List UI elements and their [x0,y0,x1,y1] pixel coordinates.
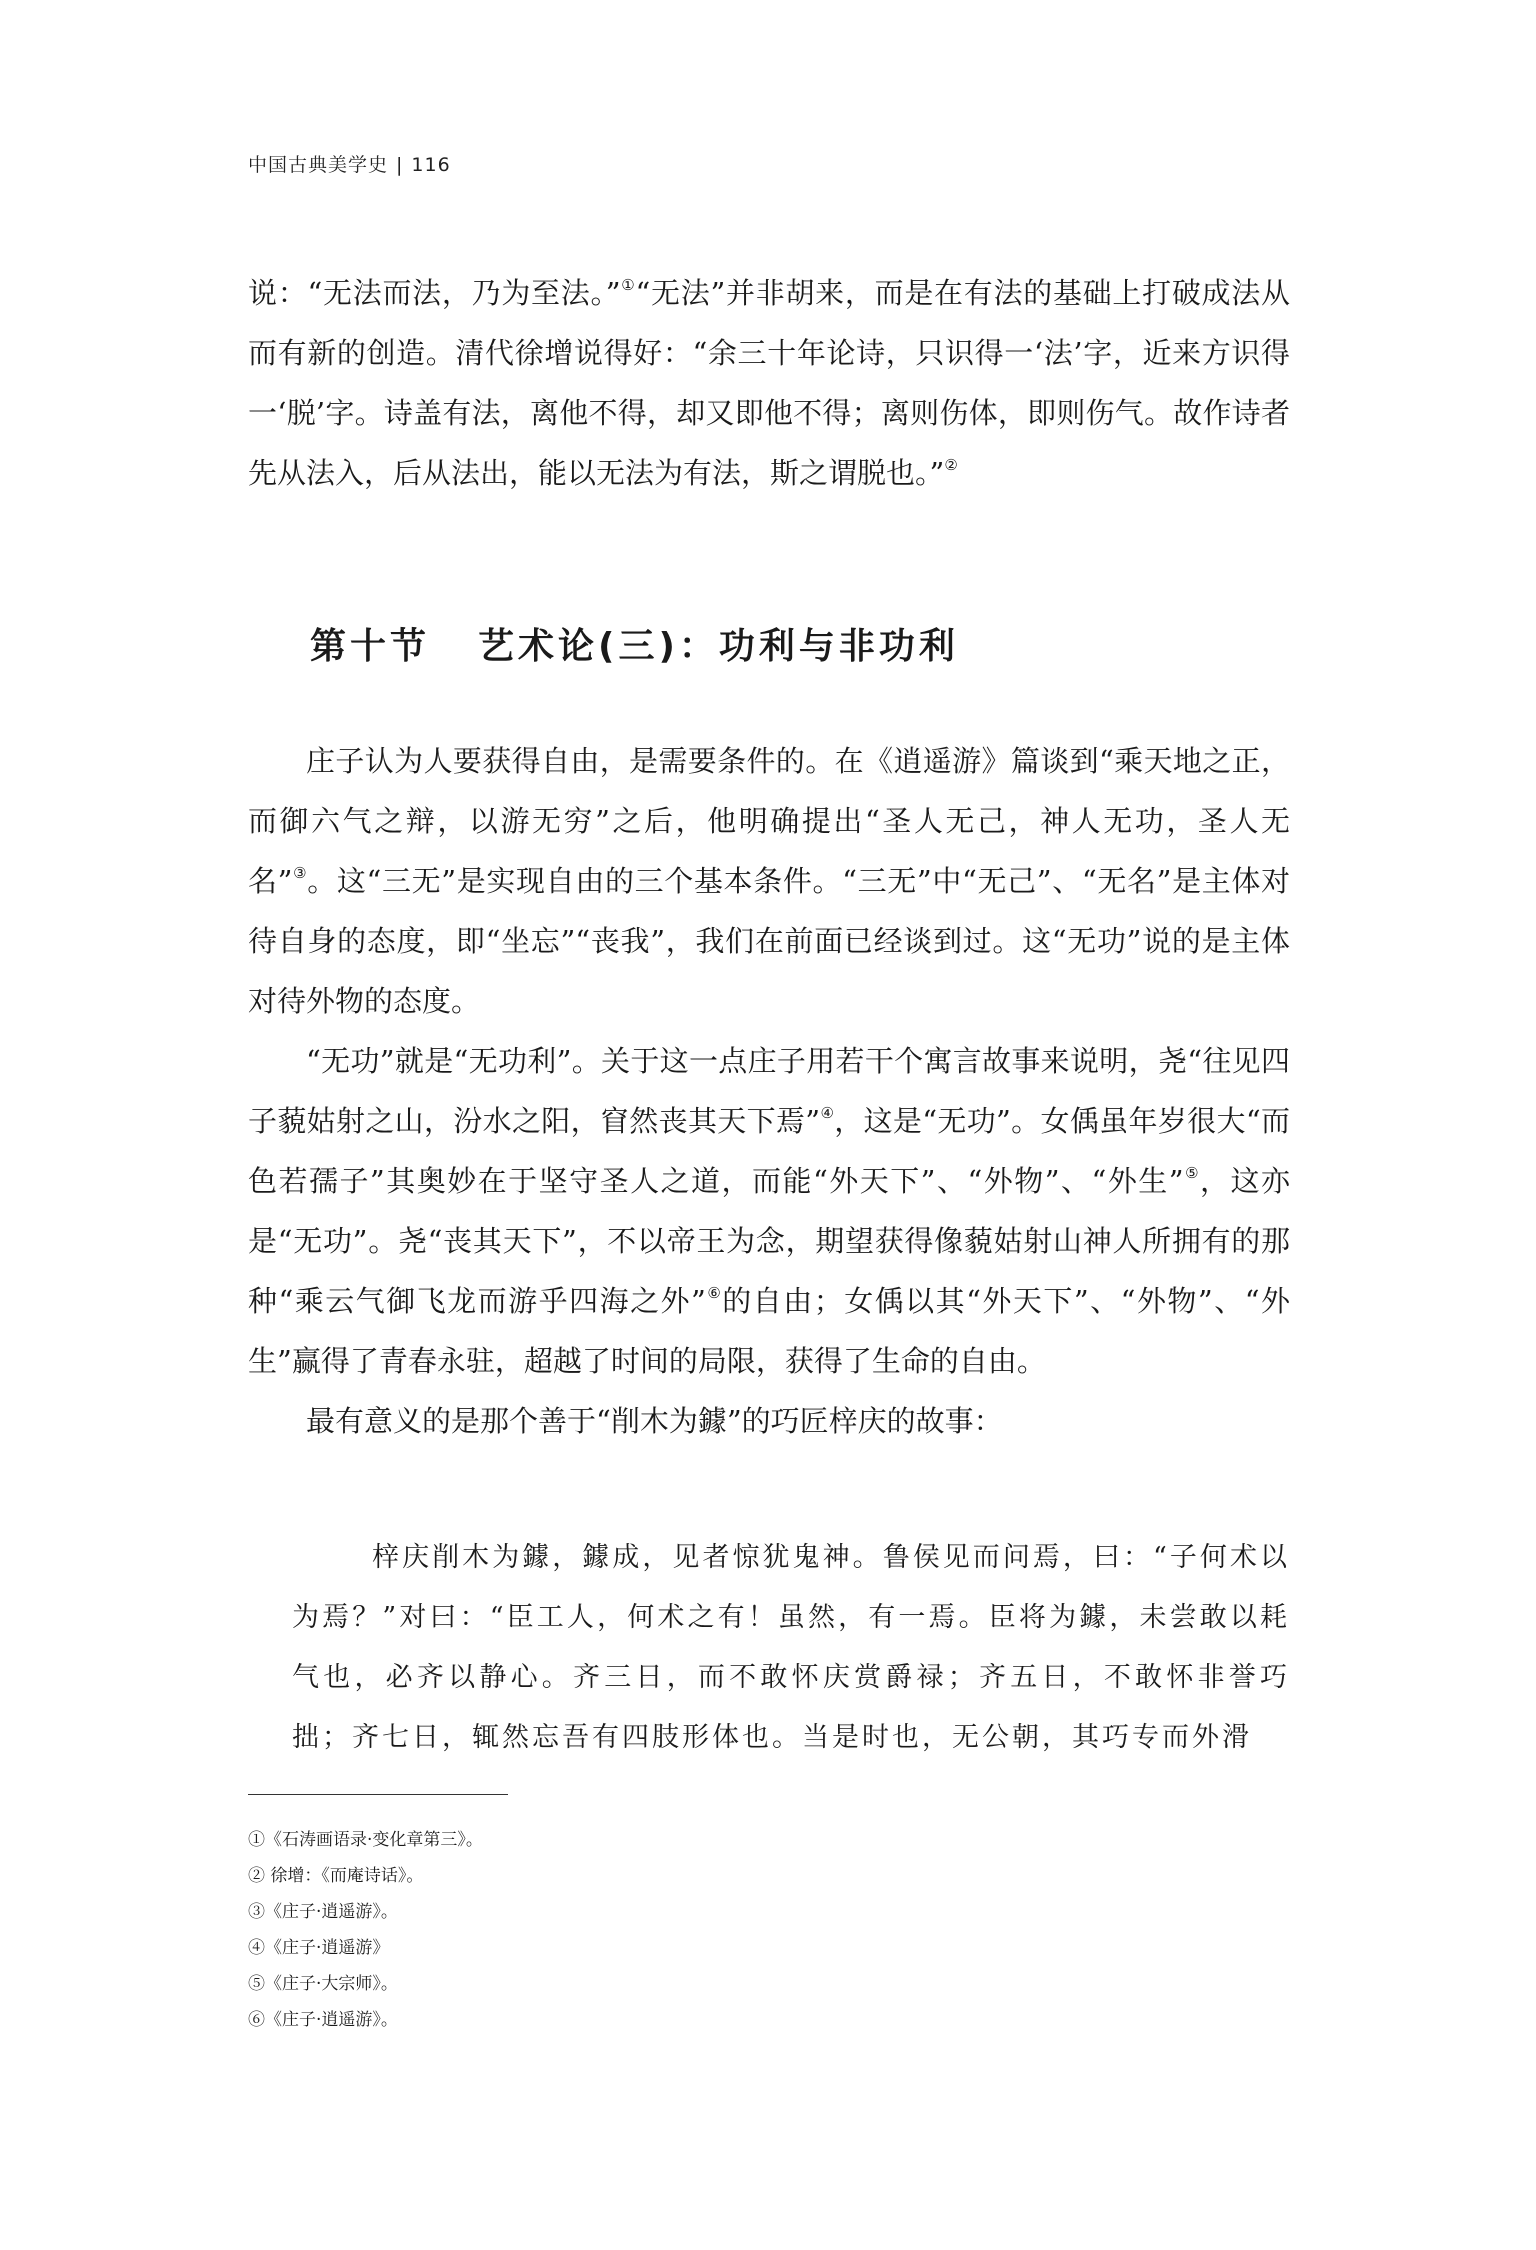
paragraph: “无功”就是“无功利”。关于这一点庄子用若干个寓言故事来说明，尧“往见四子藐姑射之山，汾水之阳，窅然丧其天下焉”④，这是“无功”。女偊虽年岁很大“而色若孺子”其奥妙在于坚守圣人之道，而能“外天下”、“外物”、“外生”⑤，这亦是“无功”。尧“丧其天下”，不以帝王为念，期望获得像藐姑射山神人所拥有的那种“乘云气御飞龙而游乎四海之外”⑥的自由；女偊以其“外天下”、“外物”、“外生”赢得了青春永驻，超越了时间的局限，获得了生命的自由。 [248,1044,1291,1378]
footnote-2: ② 徐增：《而庵诗话》。 [248,1866,424,1886]
block-quote: 梓庆削木为鐻，鐻成，见者惊犹鬼神。鲁侯见而问焉，曰：“子何术以为焉？”对曰：“臣工人，何术之有！虽然，有一焉。臣将为鐻，未尝敢以耗气也，必齐以静心。齐三日，而不敢怀庆赏爵禄；齐五日，不敢怀非誉巧拙；齐七日，辄然忘吾有四肢形体也。当是时也，无公朝，其巧专而外滑 [292,1542,1290,1753]
footnote-4: ④《庄子·逍遥游》 [248,1938,390,1958]
section-number: 第十节 [310,626,431,667]
footnote-ref-1: ① [620,276,636,294]
footnote-6: ⑥《庄子·逍遥游》。 [248,2010,398,2030]
footnotes [248,1822,483,2038]
footnote-5: ⑤《庄子·大宗师》。 [248,1974,398,1994]
paragraph-continued: 说：“无法而法，乃为至法。”①“无法”并非胡来，而是在有法的基础上打破成法从而有新的创造。清代徐增说得好：“余三十年论诗，只识得一‘法’字，近来方识得一‘脱’字。诗盖有法，离他不得，却又即他不得；离则伤体，即则伤气。故作诗者先从法入，后从法出，能以无法为有法，斯之谓脱也。”② [248,276,1291,490]
running-header [248,150,451,177]
section-name: 艺术论(三)：功利与非功利 [478,626,959,667]
section-title [310,618,959,669]
paragraph: 最有意义的是那个善于“削木为鐻”的巧匠梓庆的故事： [306,1404,1003,1438]
book-title: 中国古典美学史 [248,154,389,176]
footnote-ref-4: ④ [820,1104,835,1122]
footnote-ref-2: ② [944,456,958,474]
footnote-divider [248,1794,508,1795]
footnote-ref-3: ③ [292,864,308,882]
footnote-ref-5: ⑤ [1183,1164,1201,1182]
paragraph: 庄子认为人要获得自由，是需要条件的。在《逍遥游》篇谈到“乘天地之正，而御六气之辩，以游无穷”之后，他明确提出“圣人无己，神人无功，圣人无名”③。这“三无”是实现自由的三个基本条件。“三无”中“无己”、“无名”是主体对待自身的态度，即“坐忘”“丧我”，我们在前面已经谈到过。这“无功”说的是主体对待外物的态度。 [248,744,1291,1018]
header-separator: | [396,154,404,176]
page-number: 116 [411,154,451,176]
footnote-ref-6: ⑥ [705,1284,723,1302]
footnote-3: ③《庄子·逍遥游》。 [248,1902,398,1922]
footnote-1: ①《石涛画语录·变化章第三》。 [248,1830,483,1850]
